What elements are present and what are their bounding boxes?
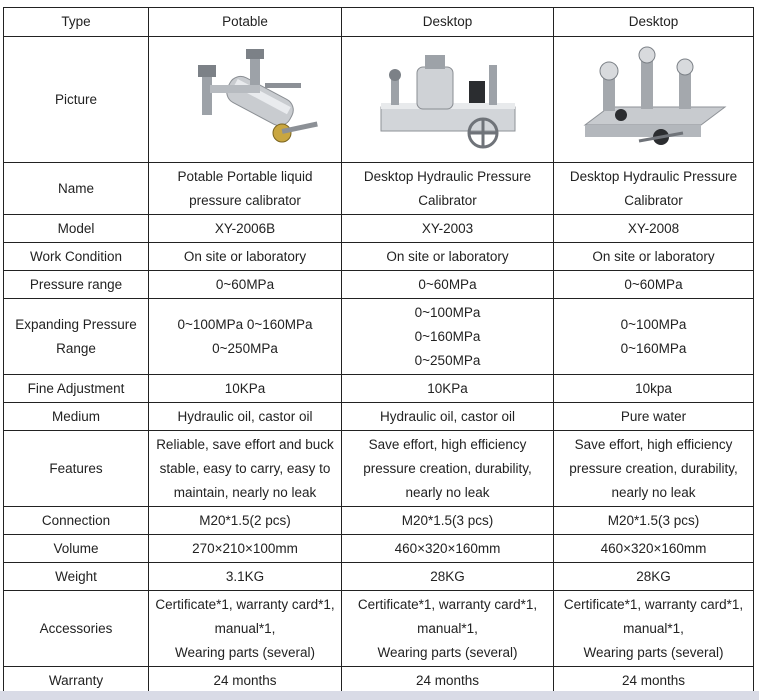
cell-line: 0~100MPa 0~160MPa	[177, 316, 313, 332]
bottom-scroll-strip	[0, 691, 759, 700]
cell-line: maintain, nearly no leak	[173, 484, 317, 500]
cell-line: Wearing parts (several)	[377, 644, 518, 660]
cell-line: stable, easy to carry, easy to	[159, 460, 331, 476]
cell-line: Certificate*1, warranty card*1,	[155, 596, 335, 612]
cell-line: 24 months	[415, 672, 480, 688]
table-cell	[149, 163, 342, 215]
cell-line: 0~160MPa	[620, 340, 687, 356]
row-label: Accessories	[4, 591, 149, 667]
cell-line: On site or laboratory	[386, 248, 509, 264]
row-label: Model	[4, 215, 149, 243]
cell-line: 28KG	[430, 568, 465, 584]
table-cell	[342, 375, 554, 403]
cell-line: 0~160MPa	[414, 328, 481, 344]
cell-line: On site or laboratory	[183, 248, 307, 264]
table-row-weight	[4, 563, 754, 591]
cell-line: 24 months	[213, 672, 277, 688]
table-cell	[342, 243, 554, 271]
cell-line: 3.1KG	[225, 568, 265, 584]
cell-line: 0~100MPa	[620, 316, 687, 332]
cell-line: 460×320×160mm	[394, 540, 501, 556]
cell-line: Save effort, high efficiency	[574, 436, 733, 452]
table-cell	[554, 271, 754, 299]
row-label-picture: Picture	[4, 37, 149, 163]
table-row-model	[4, 215, 754, 243]
desktop-calibrator-xy2008-image	[579, 45, 729, 155]
cell-line: 0~60MPa	[215, 276, 275, 292]
cell-line: 0~250MPa	[414, 352, 481, 368]
cell-line: Reliable, save effort and buck	[156, 436, 334, 452]
cell-line: pressure calibrator	[189, 192, 301, 208]
cell-line: Hydraulic oil, castor oil	[177, 408, 313, 424]
table-cell	[342, 563, 554, 591]
table-cell	[554, 535, 754, 563]
table-cell	[342, 431, 554, 507]
cell-line: 10KPa	[224, 380, 266, 396]
table-cell	[342, 535, 554, 563]
cell-line: M20*1.5(3 pcs)	[401, 512, 494, 528]
row-label: Connection	[4, 507, 149, 535]
header-type: Type	[4, 8, 149, 37]
cell-line: XY-2003	[421, 220, 474, 236]
header-col-2: Desktop	[342, 8, 554, 37]
cell-line: On site or laboratory	[592, 248, 715, 264]
table-row-pressure-range	[4, 271, 754, 299]
cell-line: Certificate*1, warranty card*1,	[563, 596, 744, 612]
cell-line: 24 months	[621, 672, 686, 688]
table-cell	[342, 215, 554, 243]
picture-row	[4, 37, 754, 163]
table-row-medium	[4, 403, 754, 431]
header-col-3: Desktop	[554, 8, 754, 37]
cell-line: 270×210×100mm	[192, 540, 298, 556]
row-label: Name	[4, 163, 149, 215]
cell-line: 10kpa	[635, 380, 672, 396]
table-cell	[149, 507, 342, 535]
table-cell	[554, 431, 754, 507]
header-row	[4, 8, 754, 37]
row-label: Work Condition	[4, 243, 149, 271]
portable-calibrator-image	[170, 45, 320, 155]
cell-line: Save effort, high efficiency	[368, 436, 527, 452]
cell-line: 10KPa	[427, 380, 468, 396]
table-row-name	[4, 163, 754, 215]
row-label: Volume	[4, 535, 149, 563]
product-picture-2	[342, 37, 554, 163]
table-cell	[149, 375, 342, 403]
cell-line: XY-2008	[627, 220, 680, 236]
product-picture-3	[554, 37, 754, 163]
cell-line: Certificate*1, warranty card*1,	[357, 596, 538, 612]
row-label: Features	[4, 431, 149, 507]
table-cell	[342, 271, 554, 299]
table-row-work-condition	[4, 243, 754, 271]
cell-line: 28KG	[636, 568, 671, 584]
cell-line: manual*1,	[417, 620, 478, 636]
row-label: Fine Adjustment	[4, 375, 149, 403]
row-label: Pressure range	[4, 271, 149, 299]
cell-line: nearly no leak	[405, 484, 490, 500]
cell-line: XY-2006B	[214, 220, 276, 236]
table-cell	[149, 535, 342, 563]
table-row-connection	[4, 507, 754, 535]
cell-line: 0~250MPa	[212, 340, 278, 356]
table-cell	[149, 271, 342, 299]
table-cell	[149, 563, 342, 591]
cell-line: Calibrator	[624, 192, 683, 208]
table-cell	[342, 163, 554, 215]
cell-line: Desktop Hydraulic Pressure	[363, 168, 532, 184]
table-cell	[554, 243, 754, 271]
cell-line: 460×320×160mm	[600, 540, 707, 556]
cell-line: 0~60MPa	[624, 276, 683, 292]
table-cell	[149, 243, 342, 271]
table-row-features	[4, 431, 754, 507]
row-label: Weight	[4, 563, 149, 591]
cell-line: M20*1.5(2 pcs)	[199, 512, 291, 528]
table-cell	[149, 299, 342, 375]
table-cell	[342, 403, 554, 431]
cell-line: Desktop Hydraulic Pressure	[569, 168, 738, 184]
table-row-volume	[4, 535, 754, 563]
cell-line: manual*1,	[623, 620, 684, 636]
table-row-fine-adjustment	[4, 375, 754, 403]
cell-line: 0~100MPa	[414, 304, 481, 320]
table-cell	[342, 591, 554, 667]
cell-line: pressure creation, durability,	[569, 460, 738, 476]
cell-line: pressure creation, durability,	[363, 460, 532, 476]
table-cell	[149, 591, 342, 667]
cell-line: Hydraulic oil, castor oil	[379, 408, 516, 424]
table-cell	[554, 563, 754, 591]
cell-line: nearly no leak	[611, 484, 696, 500]
cell-line: M20*1.5(3 pcs)	[607, 512, 700, 528]
table-cell	[342, 299, 554, 375]
table-cell	[554, 163, 754, 215]
cell-line: Wearing parts (several)	[174, 644, 316, 660]
cell-line: manual*1,	[214, 620, 276, 636]
spec-table	[3, 7, 754, 695]
table-cell	[554, 299, 754, 375]
product-picture-1	[149, 37, 342, 163]
row-label: Medium	[4, 403, 149, 431]
cell-line: Pure water	[620, 408, 687, 424]
cell-line: 0~60MPa	[418, 276, 477, 292]
table-cell	[149, 431, 342, 507]
table-cell	[342, 507, 554, 535]
table-cell	[149, 215, 342, 243]
cell-line: Wearing parts (several)	[583, 644, 724, 660]
table-cell	[554, 591, 754, 667]
table-cell	[554, 507, 754, 535]
table-row-accessories	[4, 591, 754, 667]
desktop-calibrator-xy2003-image	[373, 45, 523, 155]
table-row-expanding-pressure-range	[4, 299, 754, 375]
row-label-line: Expanding Pressure	[15, 316, 137, 332]
table-cell	[554, 215, 754, 243]
table-cell	[554, 375, 754, 403]
row-label: Warranty	[4, 667, 149, 695]
spec-rows	[4, 163, 754, 695]
table-cell	[554, 403, 754, 431]
cell-line: Potable Portable liquid	[177, 168, 313, 184]
table-cell	[149, 403, 342, 431]
header-col-1: Potable	[149, 8, 342, 37]
row-label	[4, 299, 149, 375]
cell-line: Calibrator	[418, 192, 477, 208]
row-label-line: Range	[56, 340, 96, 356]
